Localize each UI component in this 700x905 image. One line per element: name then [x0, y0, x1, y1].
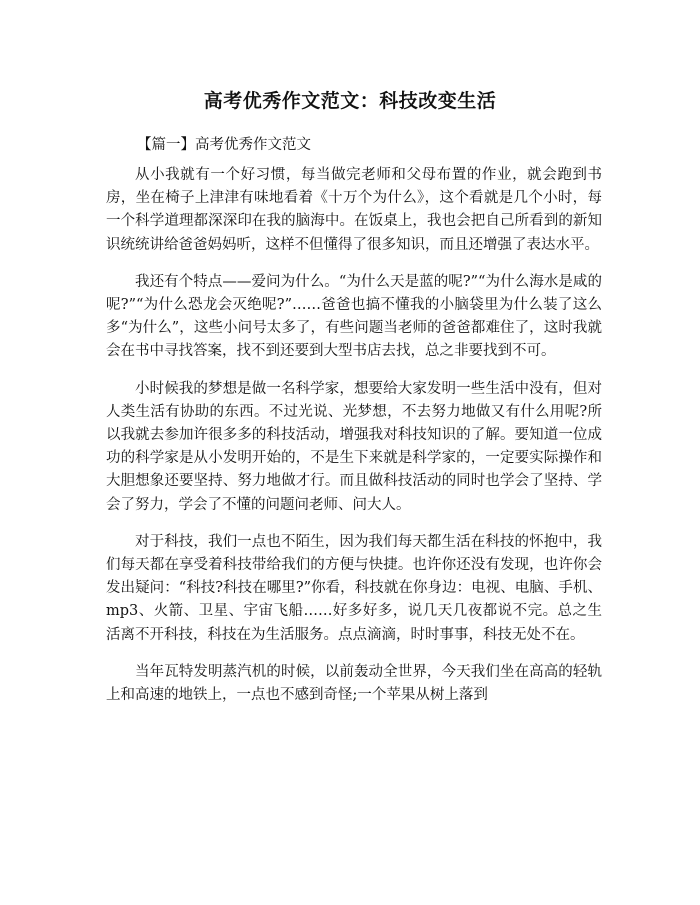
paragraph-1: 从小我就有一个好习惯，每当做完老师和父母布置的作业，就会跑到书房，坐在椅子上津津有味地看着《十万个为什么》，这个看就是几个小时，每一个科学道理都深深印在我的脑海中。在饭桌上，我也会把自己所看到的新知识统统讲给爸爸妈妈听，这样不但懂得了很多知识，而且还增强了表达水平。 — [106, 167, 602, 253]
article-body — [106, 164, 602, 721]
paragraph-4: 对于科技，我们一点也不陌生，因为我们每天都生活在科技的怀抱中，我们每天都在享受着科技带给我们的方便与快捷。也许你还没有发现，也许你会发出疑问：“科技?科技在哪里?”你看，科技就在你身边：电视、电脑、手机、mp3、火箭、卫星、宇宙飞船……好多好多，说几天几夜都说不完。总之生活离不开科技，科技在为生活服务。点点滴滴，时时事事，科技无处不在。 — [106, 533, 602, 643]
paragraph-2: 我还有个特点——爱问为什么。“为什么天是蓝的呢?”“为什么海水是咸的呢?”“为什么恐龙会灭绝呢?”……爸爸也搞不懂我的小脑袋里为什么装了这么多“为什么”，这些小问号太多了，有些问题当老师的爸爸都难住了，这时我就会在书中寻找答案，找不到还要到大型书店去找，总之非要找到不可。 — [106, 273, 602, 360]
section-label: 【篇一】高考优秀作文范文 — [137, 137, 311, 153]
paragraph-3: 小时候我的梦想是做一名科学家，想要给大家发明一些生活中没有，但对人类生活有协助的东西。不过光说、光梦想，不去努力地做又有什么用呢?所以我就去参加许很多多的科技活动，增强我对科技知识的了解。要知道一位成功的科学家是从小发明开始的，不是生下来就是科学家的，一定要实际操作和大胆想象还要坚持、努力地做才行。而且做科技活动的同时也学会了坚持、学会了努力，学会了不懂的问题问老师、问大人。 — [106, 380, 602, 513]
paragraph-5: 当年瓦特发明蒸汽机的时候，以前轰动全世界，今天我们坐在高高的轻轨上和高速的地铁上，一点也不感到奇怪;一个苹果从树上落到 — [106, 663, 602, 704]
page-title: 高考优秀作文范文：科技改变生活 — [203, 90, 497, 112]
